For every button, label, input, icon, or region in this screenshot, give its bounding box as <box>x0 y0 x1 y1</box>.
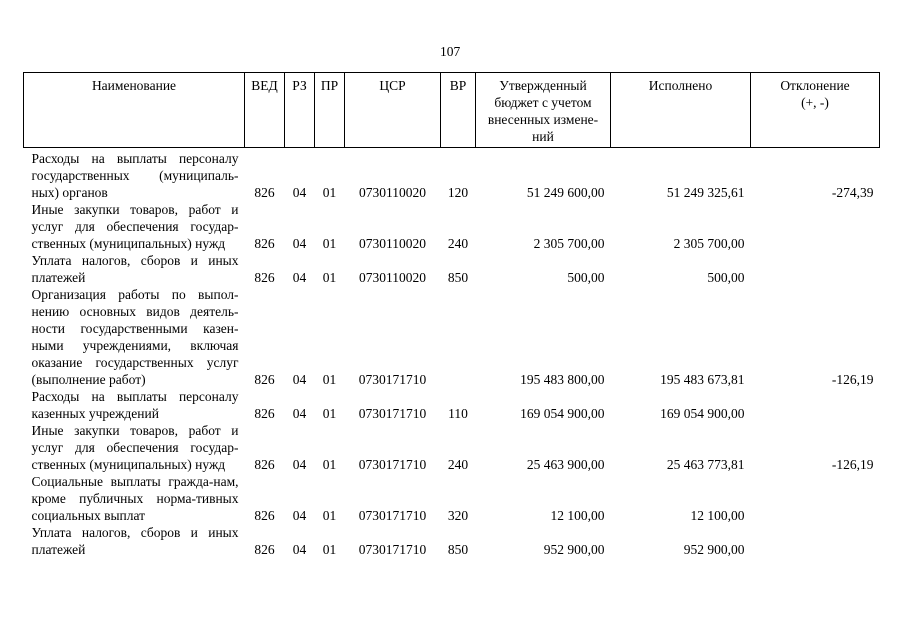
table-cell-ved: 826 <box>254 270 275 285</box>
table-cell-rz: 04 <box>292 508 307 523</box>
table-cell-rz: 04 <box>292 236 307 251</box>
table-row <box>24 201 880 252</box>
table-cell-csr: 0730171710 <box>358 542 427 557</box>
table-cell-pr: 01 <box>322 406 337 421</box>
table-row <box>24 473 880 524</box>
table-cell-rz: 04 <box>292 457 307 472</box>
table-cell-vr: 850 <box>447 270 469 285</box>
table-cell-name: Иные закупки товаров, работ и услуг для обеспечения государ-ственных (муниципальных) нужд <box>31 202 239 251</box>
table-cell-approved: 952 900,00 <box>543 542 605 557</box>
table-cell-ved: 826 <box>254 236 275 251</box>
table-cell-vr <box>441 286 476 388</box>
table-cell-vr: 240 <box>447 457 469 472</box>
header-pr: ПР <box>315 73 345 148</box>
table-cell-name: Уплата налогов, сборов и иных платежей <box>31 253 239 285</box>
table-cell-vr: 320 <box>447 508 469 523</box>
header-name: Наименование <box>24 73 245 148</box>
table-cell-executed: 51 249 325,61 <box>666 185 745 200</box>
table-cell-vr: 850 <box>447 542 469 557</box>
header-approved: Утвержденный бюджет с учетом внесенных измене-ний <box>476 73 611 148</box>
header-csr: ЦСР <box>345 73 441 148</box>
page-number: 107 <box>440 44 461 59</box>
table-cell-approved: 195 483 800,00 <box>520 372 605 387</box>
table-cell-name: Расходы на выплаты персоналу государственных (муниципаль-ных) органов <box>31 151 239 200</box>
table-cell-csr: 0730171710 <box>358 457 427 472</box>
table-cell-rz: 04 <box>292 270 307 285</box>
table-cell-pr: 01 <box>322 185 337 200</box>
table-cell-pr: 01 <box>322 508 337 523</box>
table-cell-deviation: -126,19 <box>831 372 874 387</box>
table-cell-ved: 826 <box>254 542 275 557</box>
table-cell-rz: 04 <box>292 406 307 421</box>
table-cell-name: Расходы на выплаты персоналу казенных учреждений <box>31 389 239 421</box>
table-row <box>24 524 880 558</box>
table-cell-deviation <box>751 201 880 252</box>
table-cell-vr: 240 <box>447 236 469 251</box>
table-cell-pr: 01 <box>322 236 337 251</box>
table-cell-pr: 01 <box>322 457 337 472</box>
table-cell-executed: 12 100,00 <box>690 508 745 523</box>
table-cell-executed: 169 054 900,00 <box>660 406 745 421</box>
table-cell-vr: 110 <box>448 406 468 421</box>
table-cell-pr: 01 <box>322 542 337 557</box>
table-cell-csr: 0730171710 <box>358 372 427 387</box>
table-cell-ved: 826 <box>254 406 275 421</box>
table-cell-ved: 826 <box>254 457 275 472</box>
table-cell-executed: 25 463 773,81 <box>666 457 745 472</box>
table-cell-rz: 04 <box>292 185 307 200</box>
table-cell-deviation: -126,19 <box>831 457 874 472</box>
table-cell-approved: 500,00 <box>567 270 605 285</box>
table-cell-approved: 12 100,00 <box>550 508 605 523</box>
table-cell-pr: 01 <box>322 270 337 285</box>
table-cell-approved: 169 054 900,00 <box>520 406 605 421</box>
table-cell-deviation <box>751 524 880 558</box>
header-deviation: Отклонение (+, -) <box>751 73 880 148</box>
table-cell-csr: 0730171710 <box>358 406 427 421</box>
table-row <box>24 388 880 422</box>
table-row <box>24 252 880 286</box>
table-cell-name: Уплата налогов, сборов и иных платежей <box>31 525 239 557</box>
table-cell-ved: 826 <box>254 508 275 523</box>
table-cell-name: Социальные выплаты гражда-нам, кроме публичных норма-тивных социальных выплат <box>31 474 239 523</box>
table-cell-deviation: -274,39 <box>831 185 874 200</box>
table-cell-executed: 195 483 673,81 <box>660 372 745 387</box>
table-cell-ved: 826 <box>254 185 275 200</box>
header-vr: ВР <box>441 73 476 148</box>
table-row <box>24 286 880 388</box>
table-cell-vr: 120 <box>447 185 469 200</box>
table-cell-deviation <box>751 473 880 524</box>
table-cell-rz: 04 <box>292 372 307 387</box>
table-header-row <box>24 73 880 148</box>
table-cell-approved: 51 249 600,00 <box>526 185 605 200</box>
table-cell-rz: 04 <box>292 542 307 557</box>
table-cell-csr: 0730110020 <box>359 270 426 285</box>
budget-table <box>23 72 880 558</box>
table-cell-executed: 500,00 <box>707 270 745 285</box>
table-cell-pr: 01 <box>322 372 337 387</box>
table-cell-executed: 952 900,00 <box>683 542 745 557</box>
table-row <box>24 422 880 473</box>
header-executed: Исполнено <box>611 73 751 148</box>
table-cell-csr: 0730110020 <box>359 185 426 200</box>
table-cell-deviation <box>751 388 880 422</box>
table-cell-approved: 25 463 900,00 <box>526 457 605 472</box>
table-cell-name: Организация работы по выпол-нению основных видов деятель-ности государственными казен-ными учреждениями, включая оказание государственных услуг (выполнение работ) <box>31 287 239 387</box>
table-cell-csr: 0730171710 <box>358 508 427 523</box>
table-cell-approved: 2 305 700,00 <box>533 236 605 251</box>
table-cell-deviation <box>751 252 880 286</box>
table-cell-csr: 0730110020 <box>359 236 426 251</box>
header-ved: ВЕД <box>245 73 285 148</box>
table-cell-executed: 2 305 700,00 <box>673 236 745 251</box>
header-rz: РЗ <box>285 73 315 148</box>
table-row <box>24 148 880 202</box>
table-cell-ved: 826 <box>254 372 275 387</box>
table-cell-name: Иные закупки товаров, работ и услуг для обеспечения государ-ственных (муниципальных) нужд <box>31 423 239 472</box>
